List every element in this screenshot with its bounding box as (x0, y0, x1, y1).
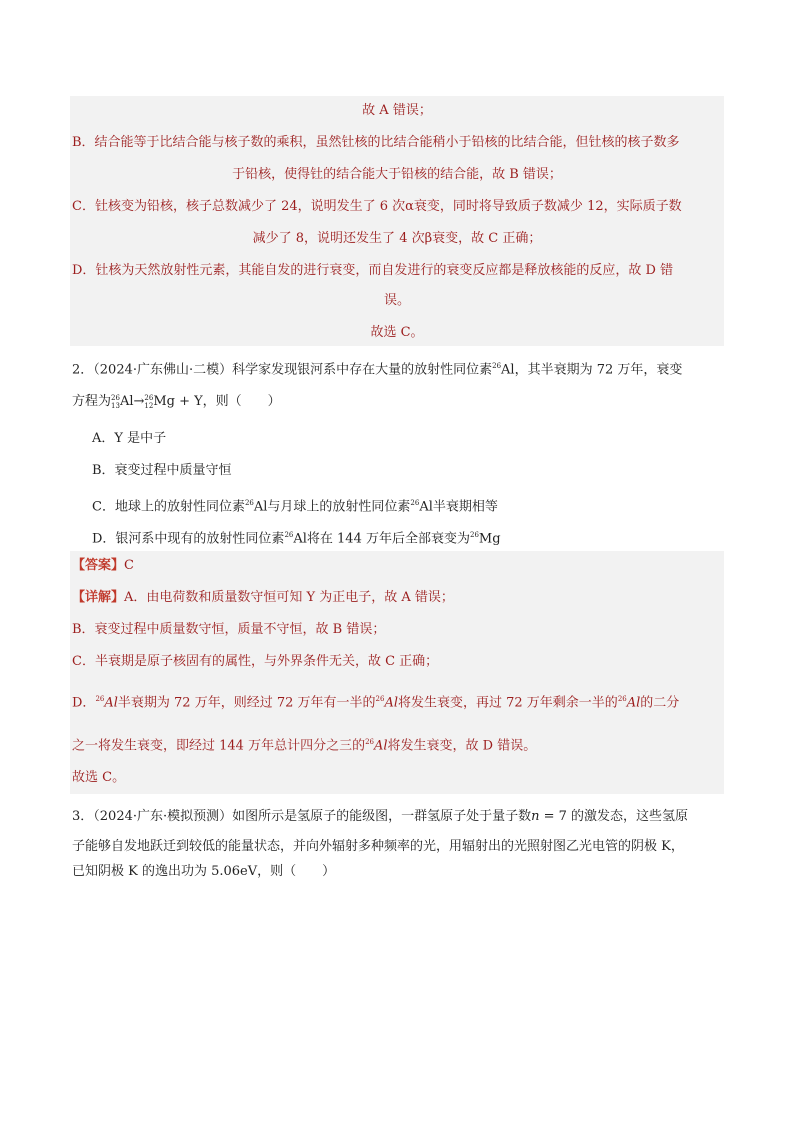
option-a[interactable]: A．Y 是中子 (92, 431, 167, 446)
solution-line: C．钍核变为铅核，核子总数减少了 24，说明发生了 6 次α衰变，同时将导致质子数减少 12，实际质子数 (72, 199, 682, 214)
solution-line: 于铅核，使得钍的结合能大于铅核的结合能，故 B 错误； (232, 167, 562, 182)
detail-line: D．$^{26}$Al半衰期为 72 万年，则经过 72 万年有一半的$^{26}$Al将发生衰变，再过 72 万年剩余一半的$^{26}$Al的二分 (72, 695, 680, 711)
detail-line: 【详解】A．由电荷数和质量数守恒可知 Y 为正电子，故 A 错误； (72, 590, 454, 605)
answer-line: 【答案】C (72, 558, 134, 573)
solution-line: 误。 (383, 293, 410, 308)
solution-line: 故选 C。 (370, 325, 424, 340)
solution-line: B．结合能等于比结合能与核子数的乘积，虽然钍核的比结合能稍小于铅核的比结合能，但钍核的核子数多 (72, 135, 680, 150)
detail-line: 之一将发生衰变，即经过 144 万年总计四分之三的$^{26}$Al将发生衰变，故 D 错误。 (72, 738, 537, 754)
option-b[interactable]: B．衰变过程中质量守恒 (92, 463, 232, 478)
option-d[interactable]: D．银河系中现有的放射性同位素$^{26}$Al将在 144 万年后全部衰变为$^{26}$Mg (92, 531, 501, 547)
question-3-line: 3．（2024·广东·模拟预测）如图所示是氢原子的能级图，一群氢原子处于量子数n = 7 的激发态，这些氢原 (72, 809, 689, 824)
solution-line: 故 A 错误； (362, 103, 432, 118)
detail-line: B．衰变过程中质量数守恒，质量不守恒，故 B 错误； (72, 622, 386, 637)
question-2-line: 方程为26 13Al→26 12Mg + Y，则（ ） (72, 393, 281, 410)
detail-line: C．半衰期是原子核固有的属性，与外界条件无关，故 C 正确； (72, 654, 439, 669)
question-2-line: 2．（2024·广东佛山·二模）科学家发现银河系中存在大量的放射性同位素$^{26}$Al，其半衰期为 72 万年，衰变 (72, 362, 683, 378)
option-c[interactable]: C．地球上的放射性同位素$^{26}$Al与月球上的放射性同位素$^{26}$Al半衰期相等 (92, 499, 498, 515)
detail-line: 故选 C。 (72, 770, 126, 785)
solution-line: D．钍核为天然放射性元素，其能自发的进行衰变，而自发进行的衰变反应都是释放核能的反应，故 D 错 (72, 263, 674, 278)
question-3-line: 子能够自发地跃迁到较低的能量状态，并向外辐射多种频率的光，用辐射出的光照射图乙光电管的阴极 K， (72, 839, 684, 854)
question-3-line: 已知阴极 K 的逸出功为 5.06eV，则（ ） (72, 864, 336, 879)
solution-line: 减少了 8，说明还发生了 4 次β衰变，故 C 正确； (252, 231, 542, 246)
